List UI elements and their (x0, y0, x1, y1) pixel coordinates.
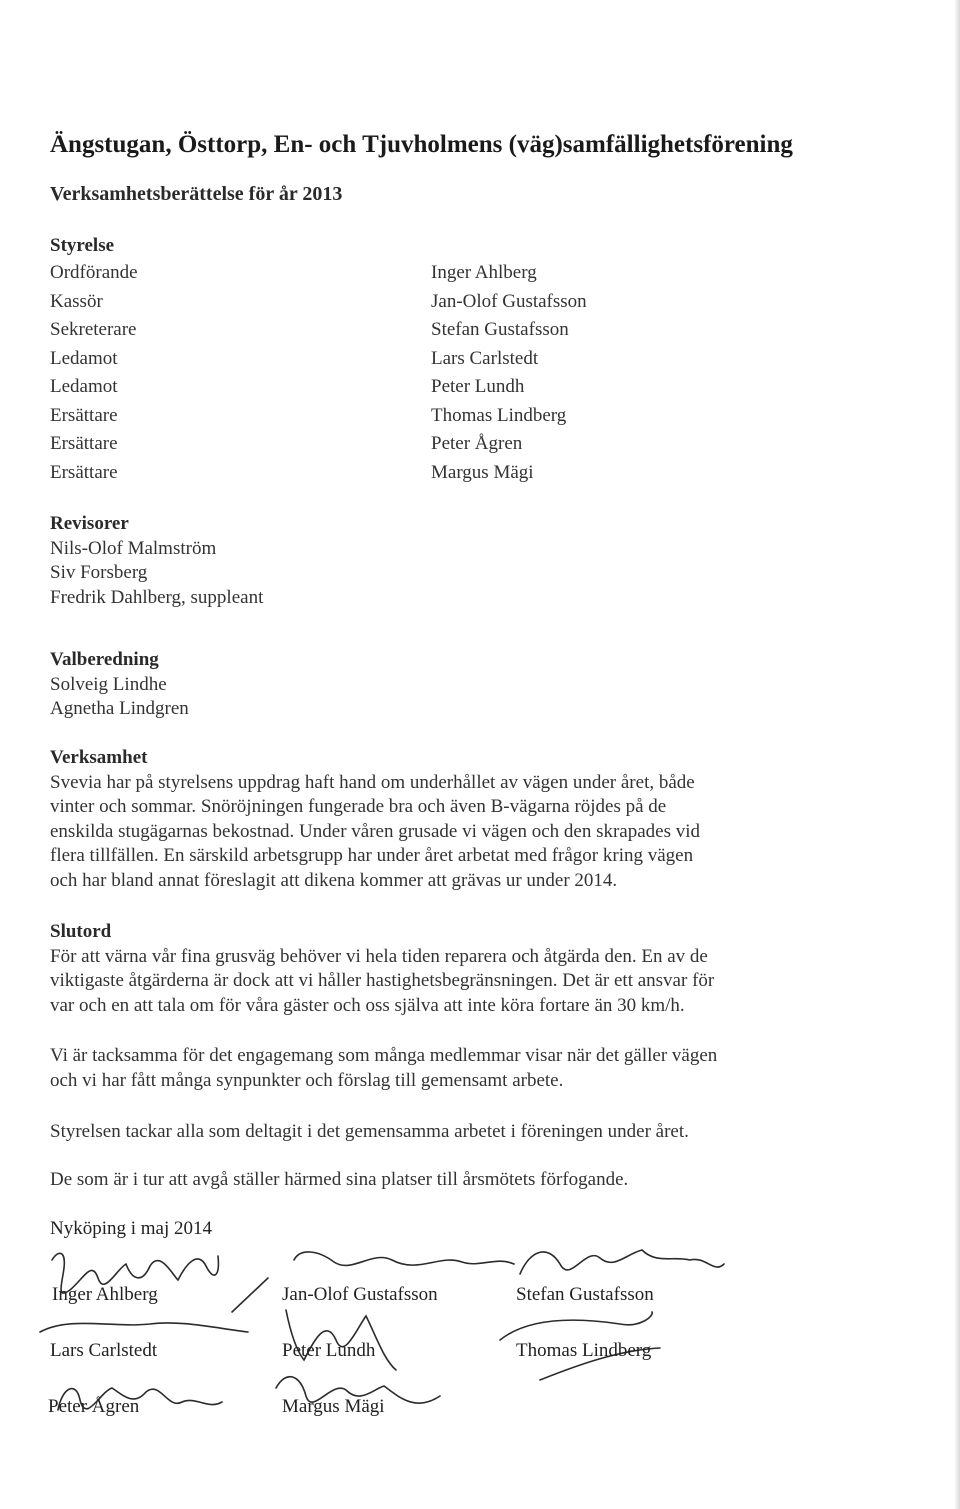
nomination-member: Agnetha Lindgren (50, 698, 189, 719)
signature-name: Inger Ahlberg (52, 1284, 158, 1305)
place-date: Nyköping i maj 2014 (50, 1218, 213, 1239)
board-row (50, 288, 587, 317)
signature-name: Peter Lundh (282, 1340, 376, 1361)
board-role: Ledamot (50, 376, 118, 397)
document-subtitle: Verksamhetsberättelse för år 2013 (50, 183, 343, 205)
board-member: Thomas Lindberg (431, 404, 567, 426)
auditors-heading: Revisorer (50, 513, 129, 534)
thanks-paragraph (50, 1044, 717, 1093)
board-thanks-paragraph (50, 1120, 689, 1145)
signature-name: Peter Ågren (48, 1396, 140, 1417)
board-row (50, 402, 567, 431)
activity-section (50, 746, 700, 893)
closing-text-line: var och en att tala om för våra gäster och oss själva att inte köra fortare än 30 km/h. (50, 994, 685, 1016)
auditors-section (50, 512, 263, 610)
signature-name: Thomas Lindberg (516, 1340, 652, 1361)
activity-text-line: och har bland annat föreslagit att dikena kommer att grävas ur under 2014. (50, 869, 618, 891)
closing-section (50, 920, 714, 1018)
board-role: Ersättare (50, 433, 118, 454)
activity-text-line: flera tillfällen. En särskild arbetsgrupp har under året arbetat med frågor kring vägen (50, 845, 694, 866)
closing-heading: Slutord (50, 921, 112, 942)
activity-heading: Verksamhet (50, 747, 148, 768)
thanks-text-line: och vi har fått många synpunkter och förslag till gemensamt arbete. (50, 1069, 564, 1091)
document-title: Ängstugan, Östtorp, En- och Tjuvholmens (väg)samfällighetsförening (50, 131, 793, 158)
signature-name: Jan-Olof Gustafsson (282, 1284, 438, 1305)
signature-name: Margus Mägi (282, 1396, 385, 1417)
board-member: Margus Mägi (431, 461, 534, 483)
board-section (50, 233, 587, 487)
resignation-paragraph (50, 1168, 628, 1193)
closing-text-line: viktigaste åtgärderna är dock att vi håller hastighetsbegränsningen. Det är ett ansvar för (50, 970, 715, 991)
signature-lars-carlstedt (40, 1323, 248, 1332)
activity-text-line: Svevia har på styrelsens uppdrag haft hand om underhållet av vägen under året, både (50, 771, 695, 793)
closing-text-line: För att värna vår fina grusväg behöver vi hela tiden reparera och åtgärda den. En av de (50, 945, 708, 967)
activity-text-line: enskilda stugägarnas bekostnad. Under våren grusade vi vägen och den skrapades vid (50, 820, 701, 842)
activity-text-line: vinter och sommar. Snöröjningen fungerade bra och även B-vägarna röjdes på de (50, 796, 667, 817)
board-role: Ersättare (50, 461, 118, 483)
board-role: Ordförande (50, 262, 138, 283)
signature-stefan-gustafsson (520, 1250, 724, 1274)
board-role: Ersättare (50, 404, 118, 426)
board-role: Kassör (50, 290, 103, 312)
board-row (50, 459, 534, 488)
board-row (50, 373, 525, 402)
nomination-heading: Valberedning (50, 649, 159, 670)
auditor-name: Siv Forsberg (50, 562, 148, 583)
resignation-text: De som är i tur att avgå ställer härmed sina platser till årsmötets förfogande. (50, 1169, 629, 1190)
board-member: Jan-Olof Gustafsson (431, 290, 587, 312)
board-row (50, 316, 569, 345)
board-role: Ledamot (50, 347, 118, 369)
nomination-section (50, 648, 189, 722)
page-edge-shadow (954, 0, 960, 1509)
board-member: Peter Lundh (431, 376, 525, 397)
signature-scribbles (0, 1220, 960, 1450)
board-row (50, 345, 539, 374)
signature-name: Stefan Gustafsson (516, 1284, 654, 1305)
board-member: Lars Carlstedt (431, 347, 539, 369)
thanks-text-line: Vi är tacksamma för det engagemang som många medlemmar visar när det gäller vägen (50, 1045, 718, 1066)
board-row (50, 430, 523, 459)
signature-name: Lars Carlstedt (50, 1340, 158, 1361)
board-member: Peter Ågren (431, 433, 523, 454)
board-row (50, 259, 537, 288)
board-role: Sekreterare (50, 319, 137, 340)
nomination-member: Solveig Lindhe (50, 673, 167, 695)
board-heading: Styrelse (50, 235, 115, 256)
auditor-name: Fredrik Dahlberg, suppleant (50, 586, 264, 608)
auditor-name: Nils-Olof Malmström (50, 537, 217, 559)
board-member: Stefan Gustafsson (431, 319, 569, 340)
board-thanks-text: Styrelsen tackar alla som deltagit i det gemensamma arbetet i föreningen under året. (50, 1121, 689, 1142)
board-member: Inger Ahlberg (431, 262, 537, 283)
